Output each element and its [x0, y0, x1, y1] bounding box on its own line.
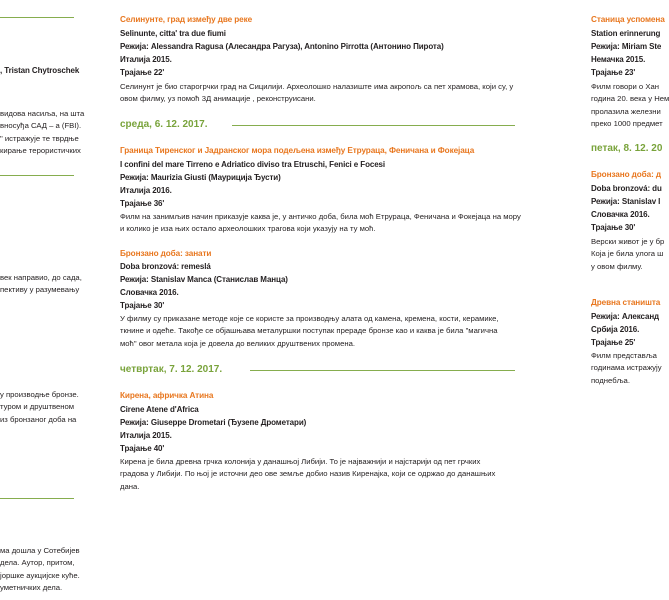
- film-country: Немачка 2015.: [591, 55, 646, 64]
- film-original-title: Station erinnerung: [591, 29, 661, 38]
- film-description: Селинунт је био старогрчки град на Сицилији. Археолошко налазиште има акропољ са пет храмова, који су, у овом филму, уз помоћ 3Д анимације , реконструисани.: [120, 82, 514, 104]
- film-director: Режија: Alessandra Ragusa (Алесандра Рагуза), Antonino Pirrotta (Антонино Пирота): [120, 42, 444, 51]
- film-title: Станица успомена: [591, 15, 665, 24]
- date-rule: [250, 370, 515, 371]
- film-title: Бронзано доба: д: [591, 170, 661, 179]
- film-duration: Трајање 23': [591, 68, 636, 77]
- film-original-title: I confini del mare Tirreno e Adriatico diviso tra Etruschi, Fenici e Focesi: [120, 160, 386, 169]
- film-original-title: Doba bronzová: du: [591, 184, 662, 193]
- film-original-title: Selinunte, citta' tra due fiumi: [120, 29, 226, 38]
- date-heading: четвртак, 7. 12. 2017.: [120, 364, 223, 375]
- text-block-1: видова насиља, на шта вносуђа САД – а (FBI). " истражује те тврдње кирање терористичких: [0, 109, 85, 155]
- film-description: Филм представља годинама истражују поднебља.: [591, 351, 662, 385]
- film-country: Словачка 2016.: [591, 210, 650, 219]
- film-original-title: Cirene Atene d'Africa: [120, 405, 199, 414]
- film-duration: Трајање 22': [120, 68, 165, 77]
- film-duration: Трајање 40': [120, 444, 165, 453]
- film-description: Филм на занимљив начин приказује каква је, у античко доба, била моћ Етрураца, Феничана и Фокејаца на мору и колико је иза њих остало археолошких трагова који указују на ту моћ.: [120, 212, 521, 234]
- film-country: Словачка 2016.: [120, 288, 179, 297]
- film-director: Режија: Miriam Ste: [591, 42, 662, 51]
- film-country: Србија 2016.: [591, 325, 640, 334]
- author-fragment: , Tristan Chytroschek: [0, 66, 80, 75]
- film-country: Италија 2015.: [120, 55, 172, 64]
- section-rule: [0, 498, 74, 499]
- section-rule: [0, 175, 74, 176]
- film-country: Италија 2015.: [120, 431, 172, 440]
- film-title: Кирена, афричка Атина: [120, 391, 214, 400]
- film-title: Селинунте, град између две реке: [120, 15, 253, 24]
- top-rule: [0, 17, 74, 18]
- text-block-2: век направио, до сада, пективу у разумевању: [0, 273, 82, 295]
- text-block-3: у производње бронзе. туром и друштвеном из бронзаног доба на: [0, 390, 79, 424]
- film-description: Филм говори о Хан година 20. века у Нем пролазила железни преко 1000 предмет: [591, 82, 669, 128]
- film-director: Режија: Giuseppe Drometari (Ђузепе Дрометари): [120, 418, 307, 427]
- date-heading: среда, 6. 12. 2017.: [120, 119, 208, 130]
- film-director: Режија: Александ: [591, 312, 660, 321]
- right-column: [591, 0, 669, 600]
- film-title: Граница Тиренског и Јадранског мора подељена између Етрураца, Феничана и Фокејаца: [120, 146, 475, 155]
- date-rule: [232, 125, 515, 126]
- film-duration: Трајање 36': [120, 199, 165, 208]
- left-column: [0, 0, 85, 600]
- film-director: Режија: Stanislav I: [591, 197, 661, 206]
- film-title: Бронзано доба: занати: [120, 249, 212, 258]
- film-country: Италија 2016.: [120, 186, 172, 195]
- film-duration: Трајање 30': [591, 223, 636, 232]
- film-director: Режија: Stanislav Manca (Станислав Манца): [120, 275, 288, 284]
- film-description: Кирена је била древна грчка колонија у данашњој Либији. То је најважнији и најстарији од пет грчких градова у Либији. По њој је источни део ове земље добио назив Киренајка, који се одржао до данашњих дана.: [120, 457, 496, 491]
- film-title: Древна станишта: [591, 298, 661, 307]
- film-duration: Трајање 30': [120, 301, 165, 310]
- film-director: Режија: Maurizia Giusti (Мауриција Ђусти): [120, 173, 281, 182]
- film-original-title: Doba bronzová: remeslá: [120, 262, 211, 271]
- middle-column: [120, 0, 521, 600]
- film-description: У филму су приказане методе које се користе за производњу алата од камена, кремена, кости, керамике, ткнине и одеће. Такође се објашњава металуршки поступак прераде бронзе као и каква је била "магична моћ" овог метала која је довела до великих друштвених промена.: [120, 314, 499, 348]
- text-block-4: ма дошла у Сотебијев дела. Аутор, притом, јоршке аукцијске куће. уметничких дела.: [0, 546, 80, 592]
- date-heading: петак, 8. 12. 20: [591, 143, 663, 154]
- film-duration: Трајање 25': [591, 338, 636, 347]
- film-description: Верски живот је у бр Која је била улога ш у овом филму.: [591, 237, 665, 271]
